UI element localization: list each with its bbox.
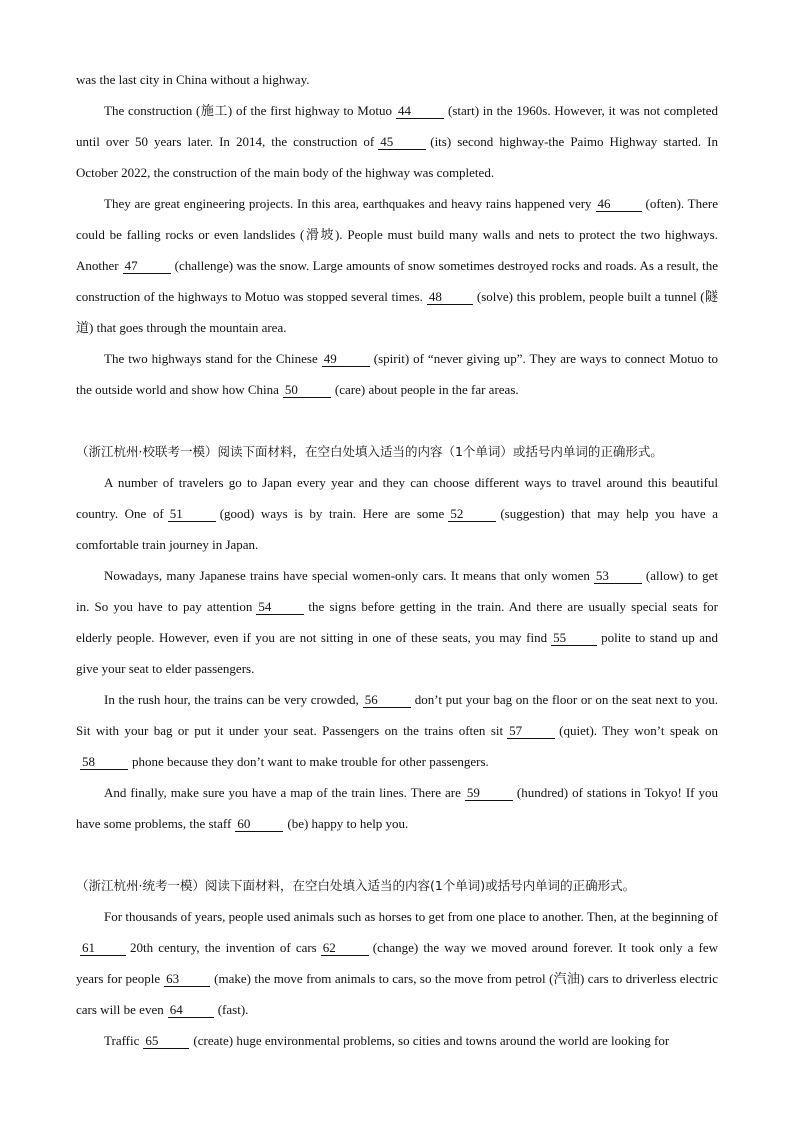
paragraph-text: was the last city in China without a highway. [76, 72, 310, 87]
paragraph-text: And finally, make sure you have a map of the train lines. There are [104, 785, 461, 800]
paragraph-text: Traffic [104, 1033, 140, 1048]
blank-56[interactable]: 56 [363, 692, 411, 708]
blank-62[interactable]: 62 [321, 940, 369, 956]
blank-64[interactable]: 64 [168, 1002, 214, 1018]
paragraph-text: (solve) this problem, people built a tunnel (隧道) that goes through the mountain area. [76, 289, 718, 335]
paragraph-text: (make) the move from animals to cars, so the move from petrol (汽油) cars to driverless electric cars will be even [76, 971, 718, 1017]
section-spacer [76, 405, 718, 436]
paragraph-text: In the rush hour, the trains can be very crowded, [104, 692, 359, 707]
paragraph [76, 64, 718, 95]
blank-49[interactable]: 49 [322, 351, 370, 367]
blank-48[interactable]: 48 [427, 289, 473, 305]
paragraph-text: (start) in the 1960s. However, it was not completed until over 50 years later. In 2014, the construction of [76, 103, 718, 149]
paragraph-text: They are great engineering projects. In this area, earthquakes and heavy rains happened very [104, 196, 592, 211]
paragraph-text: The two highways stand for the Chinese [104, 351, 318, 366]
blank-51[interactable]: 51 [168, 506, 216, 522]
blank-46[interactable]: 46 [596, 196, 642, 212]
paragraph [76, 901, 718, 1025]
paragraph-text: (spirit) of “never giving up”. They are ways to connect Motuo to the outside world and show how China [76, 351, 718, 397]
section-heading: （浙江杭州·校联考一模）阅读下面材料，在空白处填入适当的内容（1个单词）或括号内单词的正确形式。 [76, 444, 663, 459]
blank-65[interactable]: 65 [143, 1033, 189, 1049]
paragraph-text: Nowadays, many Japanese trains have special women-only cars. It means that only women [104, 568, 590, 583]
blank-45[interactable]: 45 [378, 134, 426, 150]
blank-53[interactable]: 53 [594, 568, 642, 584]
paragraph [76, 343, 718, 405]
paragraph-text: (allow) to get in. So you have to pay attention [76, 568, 718, 614]
blank-57[interactable]: 57 [507, 723, 555, 739]
blank-55[interactable]: 55 [551, 630, 597, 646]
paragraph-text: (care) about people in the far areas. [334, 382, 519, 397]
blank-50[interactable]: 50 [283, 382, 331, 398]
blank-58[interactable]: 58 [80, 754, 128, 770]
paragraph-text: The construction (施工) of the first highway to Motuo [104, 103, 392, 118]
blank-52[interactable]: 52 [448, 506, 496, 522]
paragraph [76, 188, 718, 343]
blank-47[interactable]: 47 [123, 258, 171, 274]
blank-59[interactable]: 59 [465, 785, 513, 801]
paragraph-text: (change) the way we moved around forever. It took only a few years for people [76, 940, 718, 986]
paragraph-text: (good) ways is by train. Here are some [219, 506, 445, 521]
paragraph [76, 560, 718, 684]
document-page [76, 64, 718, 1056]
paragraph-text: polite to stand up and give your seat to elder passengers. [76, 630, 718, 676]
paragraph-text: (be) happy to help you. [287, 816, 409, 831]
blank-63[interactable]: 63 [164, 971, 210, 987]
paragraph-text: A number of travelers go to Japan every year and they can choose different ways to travel around this beautiful country. One of [76, 475, 718, 521]
paragraph [76, 777, 718, 839]
paragraph-text: (fast). [217, 1002, 249, 1017]
paragraph [76, 684, 718, 777]
blank-61[interactable]: 61 [80, 940, 126, 956]
paragraph-text: (suggestion) that may help you have a comfortable train journey in Japan. [76, 506, 718, 552]
paragraph-text: (hundred) of stations in Tokyo! If you have some problems, the staff [76, 785, 718, 831]
paragraph-text: (often). There could be falling rocks or even landslides (滑坡). People must build many walls and nets to protect the two highways. Another [76, 196, 718, 273]
paragraph-text: For thousands of years, people used animals such as horses to get from one place to another. Then, at the beginning of [104, 909, 718, 924]
paragraph [76, 467, 718, 560]
paragraph-text: 20th century, the invention of cars [130, 940, 317, 955]
blank-54[interactable]: 54 [256, 599, 304, 615]
paragraph-text: (challenge) was the snow. Large amounts of snow sometimes destroyed rocks and roads. As a result, the construction of the highways to Motuo was stopped several times. [76, 258, 718, 304]
paragraph-text: the signs before getting in the train. And there are usually special seats for elderly people. However, even if you are not sitting in one of these seats, you may find [76, 599, 718, 645]
section-spacer [76, 839, 718, 870]
paragraph-text: (quiet). They won’t speak on [559, 723, 718, 738]
blank-60[interactable]: 60 [235, 816, 283, 832]
paragraph-text: (create) huge environmental problems, so cities and towns around the world are looking for [193, 1033, 670, 1048]
blank-44[interactable]: 44 [396, 103, 444, 119]
paragraph-text: (its) second highway-the Paimo Highway started. In October 2022, the construction of the main body of the highway was completed. [76, 134, 718, 180]
paragraph [76, 1025, 718, 1056]
paragraph-text: don’t put your bag on the floor or on the seat next to you. Sit with your bag or put it under your seat. Passengers on the trains often sit [76, 692, 719, 738]
paragraph-text: phone because they don’t want to make trouble for other passengers. [132, 754, 489, 769]
section-heading: （浙江杭州·统考一模）阅读下面材料，在空白处填入适当的内容(1个单词)或括号内单词的正确形式。 [76, 878, 636, 893]
paragraph [76, 95, 718, 188]
